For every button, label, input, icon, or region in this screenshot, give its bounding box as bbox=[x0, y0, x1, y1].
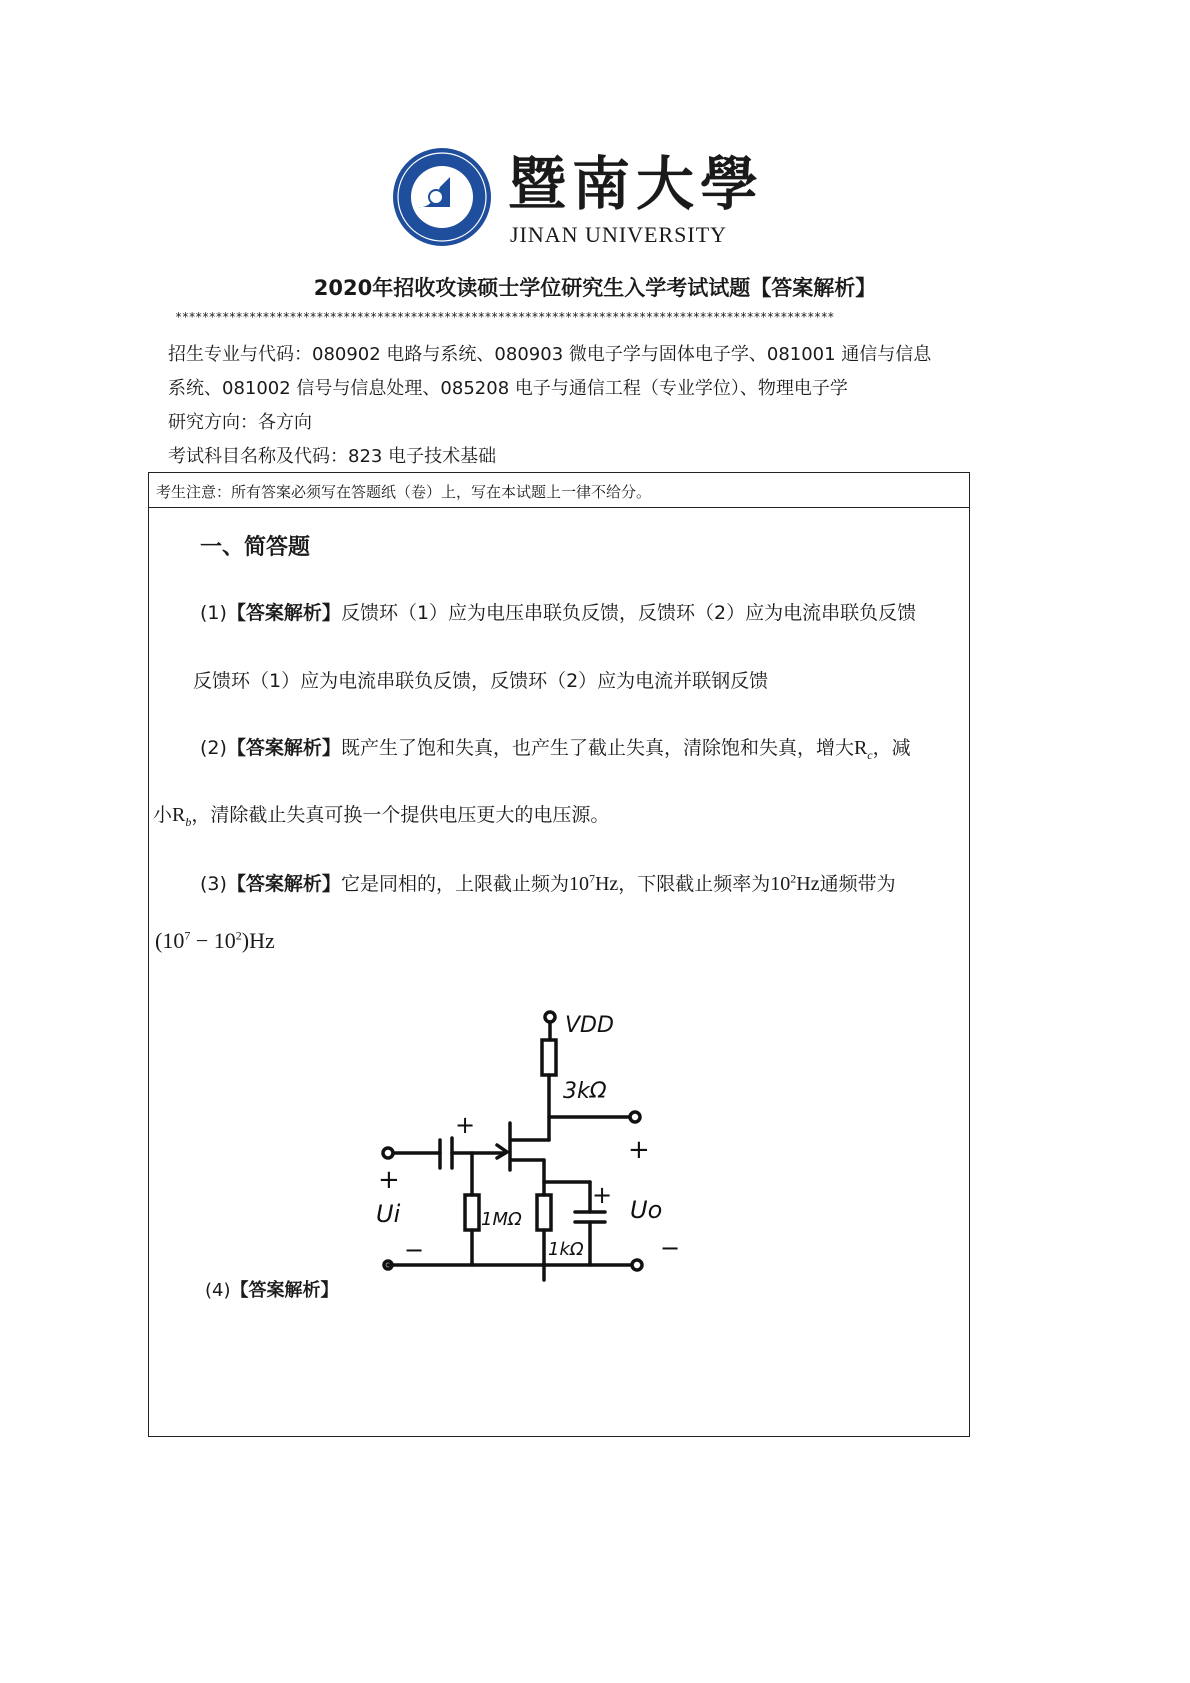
answer-1: (1)【答案解析】反馈环（1）应为电压串联负反馈，反馈环（2）应为电流串联负反馈 bbox=[200, 602, 917, 624]
answer-3: (3)【答案解析】它是同相的，上限截止频为$10^7Hz$，下限截止频率为$10^2Hz$通频带为 bbox=[200, 871, 896, 895]
label-uo: Uo bbox=[630, 1196, 663, 1224]
vdd-terminal bbox=[545, 1012, 555, 1040]
input-capacitor bbox=[440, 1138, 452, 1168]
university-seal-logo bbox=[392, 147, 492, 247]
label-rs: 1kΩ bbox=[548, 1239, 584, 1260]
resistor-rs bbox=[537, 1195, 551, 1230]
label-rd: 3kΩ bbox=[563, 1079, 607, 1104]
document-title: 2020年招收攻读硕士学位研究生入学考试试题【答案解析】 bbox=[313, 276, 877, 300]
output-terminal-bottom bbox=[632, 1260, 642, 1270]
resistor-rg bbox=[465, 1195, 479, 1230]
label-input-minus: − bbox=[404, 1236, 425, 1264]
info-direction: 研究方向：各方向 bbox=[168, 412, 312, 433]
label-bypass-plus: + bbox=[592, 1181, 613, 1209]
answer-3-band: $(10^7 - 10^2)Hz$ bbox=[155, 928, 275, 953]
university-name-en: JINAN UNIVERSITY bbox=[510, 222, 728, 247]
answer-4: (4)【答案解析】 bbox=[205, 1280, 339, 1301]
label-vdd: VDD bbox=[565, 1013, 614, 1038]
resistor-rd bbox=[542, 1040, 556, 1075]
label-output-plus: + bbox=[628, 1135, 650, 1165]
info-majors-2: 系统、081002 信号与信息处理、085208 电子与通信工程（专业学位）、物理电子学 bbox=[168, 378, 848, 399]
answer-1-line2: 反馈环（1）应为电流串联负反馈，反馈环（2）应为电流并联钢反馈 bbox=[193, 670, 769, 692]
info-subject: 考试科目名称及代码：823 电子技术基础 bbox=[168, 446, 497, 467]
circuit-diagram bbox=[370, 990, 690, 1290]
output-terminal-top bbox=[630, 1112, 640, 1122]
separator: ************************************************************************************************** bbox=[175, 310, 835, 324]
label-rg: 1MΩ bbox=[481, 1209, 522, 1230]
mosfet bbox=[497, 1123, 549, 1195]
info-majors-1: 招生专业与代码：080902 电路与系统、080903 微电子学与固体电子学、081001 通信与信息 bbox=[168, 344, 932, 365]
label-input-plus: + bbox=[378, 1165, 400, 1195]
label-cap-plus: + bbox=[455, 1111, 476, 1139]
university-name-cn: 暨南大學 bbox=[508, 150, 765, 218]
notice-text: 考生注意：所有答案必须写在答题纸（卷）上，写在本试题上一律不给分。 bbox=[156, 483, 652, 501]
label-output-minus: − bbox=[660, 1234, 681, 1262]
notice-row bbox=[149, 473, 969, 508]
answer-2: (2)【答案解析】既产生了饱和失真，也产生了截止失真，清除饱和失真，增大$R_c$，减 bbox=[200, 737, 911, 762]
label-ui: Ui bbox=[376, 1200, 401, 1228]
section-heading: 一、简答题 bbox=[200, 535, 311, 560]
answer-2-line2: 小$R_b$，清除截止失真可换一个提供电压更大的电压源。 bbox=[153, 804, 610, 829]
